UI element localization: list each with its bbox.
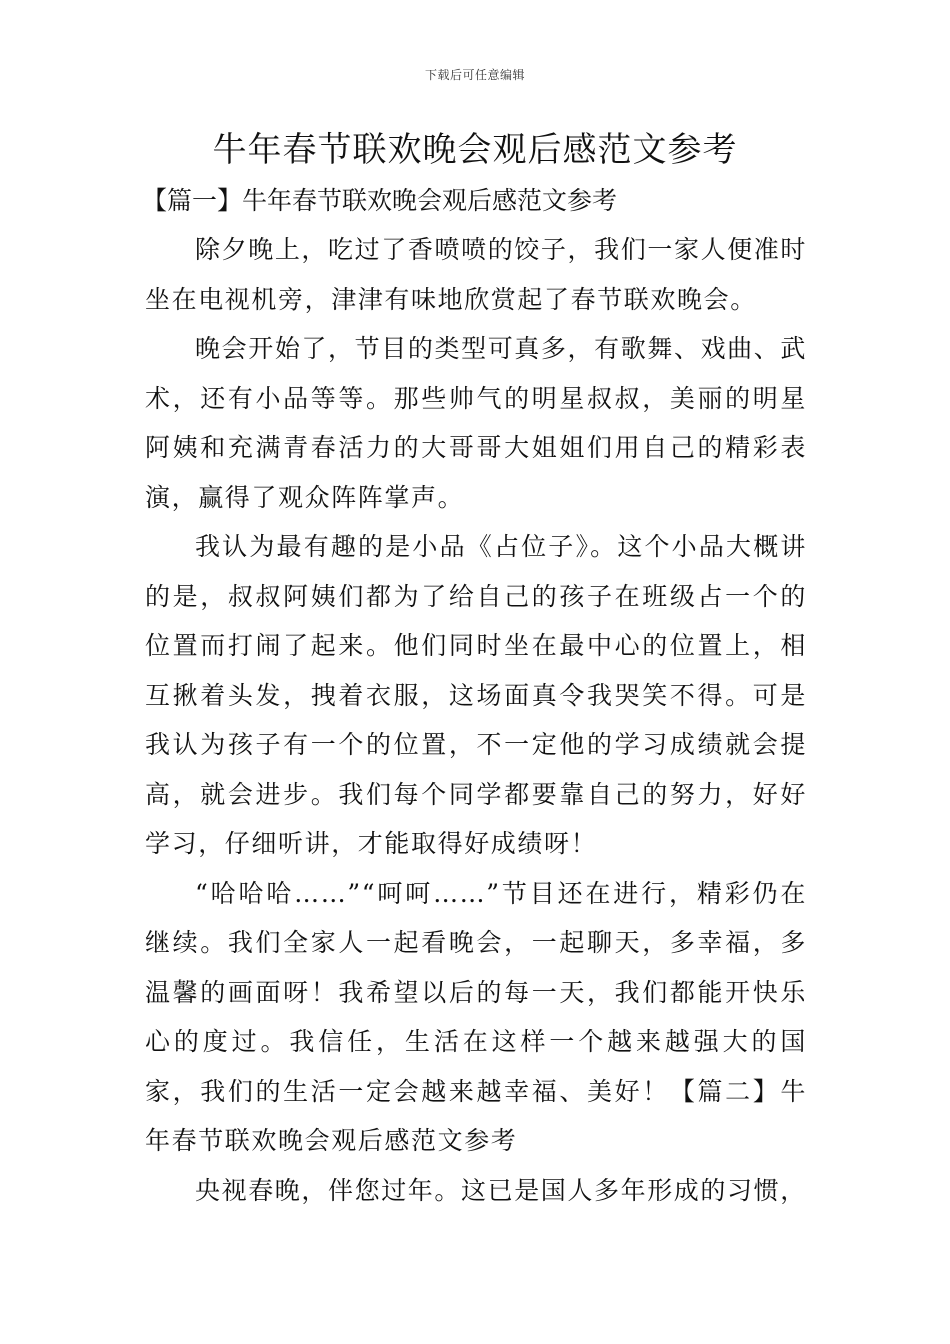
header-note: 下载后可任意编辑 <box>424 68 525 82</box>
paragraph: 央视春晚，伴您过年。这已是国人多年形成的习惯， <box>195 1175 807 1205</box>
section-heading: 【篇一】牛年春节联欢晚会观后感范文参考 <box>142 186 618 215</box>
document-body <box>142 176 807 1215</box>
paragraph: 晚会开始了，节目的类型可真多，有歌舞、戏曲、武术，还有小品等等。那些帅气的明星叔叔，美丽的明星阿姨和充满青春活力的大哥哥大姐姐们用自己的精彩表演，赢得了观众阵阵掌声。 <box>145 334 807 512</box>
document-title: 牛年春节联欢晚会观后感范文参考 <box>212 130 738 170</box>
paragraph: 除夕晚上，吃过了香喷喷的饺子，我们一家人便准时坐在电视机旁，津津有味地欣赏起了春节联欢晚会。 <box>145 235 807 314</box>
paragraph: 我认为最有趣的是小品《占位子》。这个小品大概讲的是，叔叔阿姨们都为了给自己的孩子在班级占一个的位置而打闹了起来。他们同时坐在最中心的位置上，相互揪着头发，拽着衣服，这场面真令我哭笑不得。可是我认为孩子有一个的位置，不一定他的学习成绩就会提高，就会进步。我们每个同学都要靠自己的努力，好好学习，仔细听讲，才能取得好成绩呀！ <box>145 532 807 858</box>
paragraph: “哈哈哈……”“呵呵……”节目还在进行，精彩仍在继续。我们全家人一起看晚会，一起聊天，多幸福，多温馨的画面呀！我希望以后的每一天，我们都能开快乐心的度过。我信任，生活在这样一个越来越强大的国家，我们的生活一定会越来越幸福、美好！【篇二】牛年春节联欢晚会观后感范文参考 <box>145 878 807 1155</box>
